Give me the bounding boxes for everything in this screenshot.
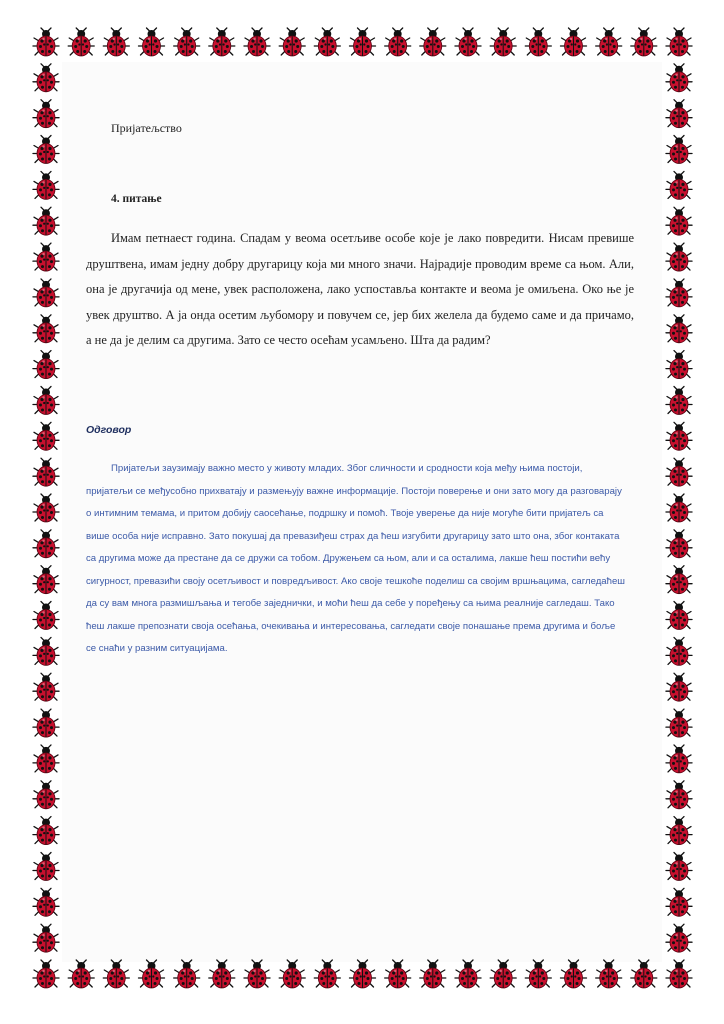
ladybug-icon: [33, 781, 59, 809]
answer-label: Одговор: [86, 424, 132, 436]
ladybug-icon: [490, 28, 516, 56]
ladybug-icon: [596, 960, 622, 988]
ladybug-icon: [33, 709, 59, 737]
question-number: 4. питање: [111, 193, 162, 205]
ladybug-icon: [666, 960, 692, 988]
ladybug-icon: [666, 566, 692, 594]
ladybug-icon: [350, 960, 376, 988]
ladybug-icon: [666, 494, 692, 522]
ladybug-icon: [666, 315, 692, 343]
ladybug-icon: [33, 351, 59, 379]
ladybug-icon: [33, 136, 59, 164]
ladybug-icon: [33, 171, 59, 199]
ladybug-icon: [666, 853, 692, 881]
ladybug-icon: [279, 28, 305, 56]
ladybug-icon: [666, 709, 692, 737]
ladybug-icon: [596, 28, 622, 56]
ladybug-icon: [420, 28, 446, 56]
ladybug-icon: [666, 351, 692, 379]
ladybug-icon: [33, 853, 59, 881]
ladybug-icon: [666, 602, 692, 630]
ladybug-icon: [666, 171, 692, 199]
ladybug-icon: [666, 279, 692, 307]
ladybug-icon: [666, 422, 692, 450]
ladybug-icon: [455, 960, 481, 988]
ladybug-icon: [174, 960, 200, 988]
ladybug-icon: [139, 28, 165, 56]
ladybug-icon: [314, 28, 340, 56]
ladybug-icon: [33, 745, 59, 773]
ladybug-icon: [525, 28, 551, 56]
ladybug-icon: [139, 960, 165, 988]
ladybug-icon: [103, 28, 129, 56]
ladybug-icon: [666, 387, 692, 415]
ladybug-icon: [103, 960, 129, 988]
ladybug-icon: [561, 960, 587, 988]
ladybug-icon: [666, 924, 692, 952]
ladybug-icon: [68, 960, 94, 988]
ladybug-icon: [666, 100, 692, 128]
ladybug-icon: [455, 28, 481, 56]
ladybug-icon: [33, 530, 59, 558]
ladybug-icon: [33, 602, 59, 630]
ladybug-icon: [33, 387, 59, 415]
ladybug-icon: [666, 458, 692, 486]
ladybug-icon: [33, 673, 59, 701]
ladybug-icon: [666, 817, 692, 845]
ladybug-icon: [33, 924, 59, 952]
ladybug-icon: [33, 315, 59, 343]
ladybug-icon: [385, 960, 411, 988]
ladybug-icon: [631, 28, 657, 56]
ladybug-icon: [33, 279, 59, 307]
ladybug-icon: [666, 243, 692, 271]
ladybug-icon: [666, 745, 692, 773]
ladybug-icon: [385, 28, 411, 56]
ladybug-icon: [666, 673, 692, 701]
ladybug-icon: [33, 243, 59, 271]
ladybug-icon: [420, 960, 446, 988]
ladybug-icon: [666, 637, 692, 665]
ladybug-icon: [33, 28, 59, 56]
question-paragraph: Имам петнаест година. Спадам у веома осетљиве особе које је лако повредити. Нисам превише друштвена, имам једну добру другарицу која ми много значи. Најрадије проводим време са њом. Али, она је другачија од мене, увек расположена, лако успоставља контакте и веома је омиљена. Око ње је увек друштво. А ја онда осетим љубомору и повучем се, јер бих желела да будемо саме и да причамо, а не да је делим са другима. Зато се често осећам усамљено. Шта да радим?: [86, 231, 634, 347]
page-title: Пријатељство: [111, 121, 182, 135]
ladybug-icon: [244, 960, 270, 988]
ladybug-icon: [666, 207, 692, 235]
ladybug-icon: [33, 888, 59, 916]
ladybug-icon: [561, 28, 587, 56]
ladybug-icon: [666, 64, 692, 92]
ladybug-icon: [666, 781, 692, 809]
ladybug-icon: [68, 28, 94, 56]
ladybug-icon: [33, 100, 59, 128]
ladybug-icon: [666, 530, 692, 558]
ladybug-icon: [314, 960, 340, 988]
ladybug-icon: [666, 28, 692, 56]
ladybug-icon: [33, 494, 59, 522]
ladybug-icon: [666, 888, 692, 916]
ladybug-icon: [279, 960, 305, 988]
ladybug-icon: [174, 28, 200, 56]
answer-paragraph: Пријатељи заузимају важно место у животу младих. Због сличности и сродности која међу њима постоји, пријатељи се међусобно прихватају и размењују важне информације. Постоји поверење и они зато могу да разговарају о интимним темама, и притом добију саосећање, подршку и помоћ. Твоје уверење да није могуће бити пријатељ са више особа није исправно. Зато покушај да превазиђеш страх да ћеш изгубити другарицу зато што она, због контаката са другима може да престане да се дружи са тобом. Дружењем са њом, али и са осталима, лакше ћеш постићи већу сигурност, превазићи своју осетљивост и повредљивост. Ако своје тешкоће поделиш са својим вршњацима, сагледаћеш да су вам многа размишљања и тегобе заједнички, и моћи ћеш да себе у поређењу са њима реалније сагледаш. Тако ћеш лакше препознати своја осећања, очекивања и интересовања, сагледати своје понашање према другима и боље се снаћи у разним ситуацијама.: [86, 463, 626, 654]
ladybug-icon: [666, 136, 692, 164]
ladybug-icon: [33, 422, 59, 450]
ladybug-icon: [525, 960, 551, 988]
ladybug-icon: [209, 28, 235, 56]
ladybug-icon: [33, 207, 59, 235]
ladybug-icon: [33, 64, 59, 92]
ladybug-icon: [33, 566, 59, 594]
ladybug-icon: [33, 637, 59, 665]
ladybug-icon: [490, 960, 516, 988]
ladybug-icon: [33, 960, 59, 988]
ladybug-icon: [33, 817, 59, 845]
ladybug-icon: [209, 960, 235, 988]
ladybug-icon: [244, 28, 270, 56]
ladybug-icon: [631, 960, 657, 988]
ladybug-icon: [33, 458, 59, 486]
ladybug-icon: [350, 28, 376, 56]
